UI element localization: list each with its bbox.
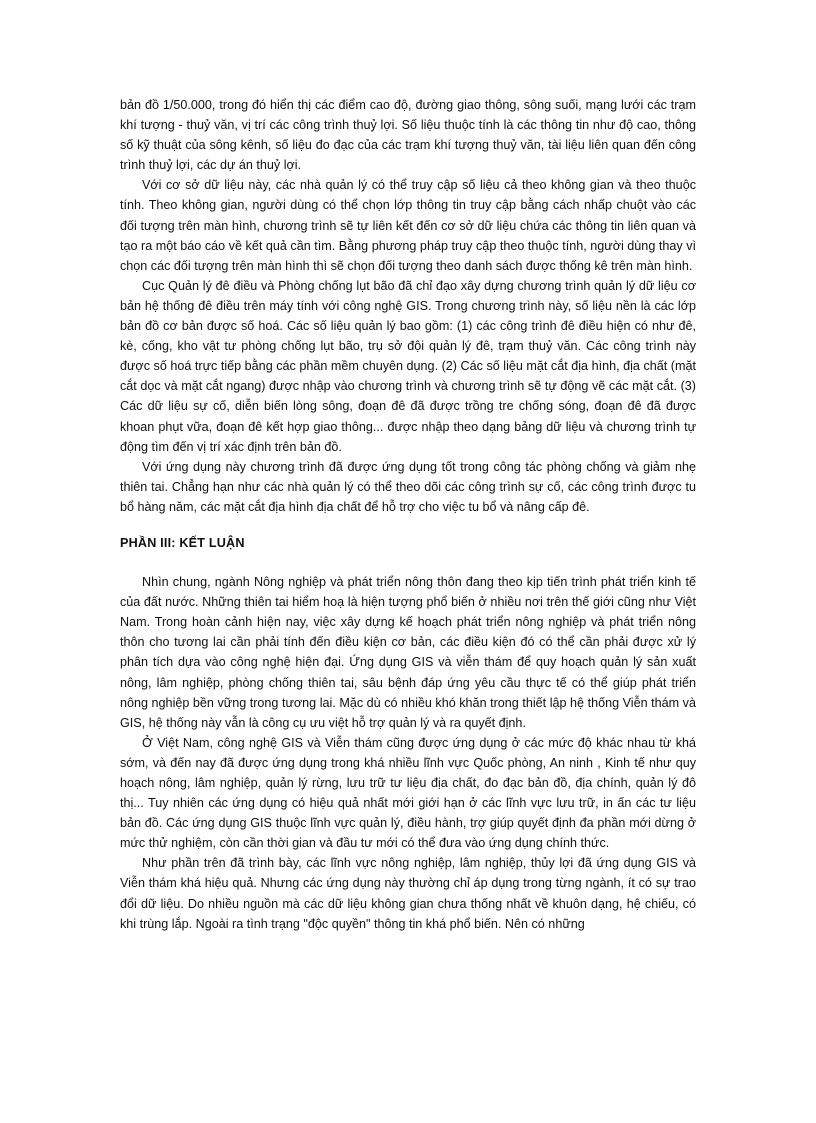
paragraph-database-access: Với cơ sở dữ liệu này, các nhà quản lý có thể truy cập số liệu cả theo không gian và theo thuộc tính. Theo không gian, người dùng có thể chọn lớp thông tin truy cập bằng cách nhấp chuột vào các đối tượng trên màn hình, chương trình sẽ tự liên kết đến cơ sở dữ liệu chứa các thông tin liên quan và tạo ra một báo cáo về kết quả cần tìm. Bằng phương pháp truy cập theo thuộc tính, người dùng thay vì chọn các đối tượng trên màn hình thì sẽ chọn đối tượng theo danh sách được thống kê trên màn hình. [120, 178, 696, 273]
paragraph-disaster-prevention: Với ứng dụng này chương trình đã được ứng dụng tốt trong công tác phòng chống và giảm nhẹ thiên tai. Chẳng hạn như các nhà quản lý có thể theo dõi các công trình sự cố, các công trình được tu bổ hàng năm, các mặt cắt địa hình địa chất để hỗ trợ cho việc tu bổ và nâng cấp đê. [120, 459, 696, 514]
section-spacer [120, 517, 696, 523]
paragraph-gis-irrigation-map: bản đồ 1/50.000, trong đó hiển thị các điểm cao độ, đường giao thông, sông suối, mạng lưới các trạm khí tượng - thuỷ văn, vị trí các công trình thuỷ lợi. Số liệu thuộc tính là các thông tin như độ cao, thông số kỹ thuật của sông kênh, số liệu đo đạc của các trạm khí tượng thuỷ văn, tài liệu liên quan đến công trình thuỷ lợi, các dự án thuỷ lợi. [120, 98, 696, 173]
paragraph-data-sharing: Như phần trên đã trình bày, các lĩnh vực nông nghiệp, lâm nghiệp, thủy lợi đã ứng dụng GIS và Viễn thám khá hiệu quả. Nhưng các ứng dụng này thường chỉ áp dụng trong từng ngành, ít có sự trao đổi dữ liệu. Do nhiều nguồn mà các dữ liệu không gian chưa thống nhất về khuôn dạng, hệ chiếu, có khi trùng lắp. Ngoài ra tình trạng "độc quyền" thông tin khá phổ biến. Nên có những [120, 856, 696, 931]
paragraph-vietnam-gis: Ở Việt Nam, công nghệ GIS và Viễn thám cũng được ứng dụng ở các mức độ khác nhau từ khá sớm, và đến nay đã được ứng dụng trong khá nhiều lĩnh vực Quốc phòng, An ninh , Kinh tế như quy hoạch nông, lâm nghiệp, quản lý rừng, lưu trữ tư liệu địa chất, đo đạc bản đồ, địa chính, quản lý đô thị... Tuy nhiên các ứng dụng có hiệu quả nhất mới giới hạn ở các lĩnh vực lưu trữ, in ấn các tư liệu bản đồ. Các ứng dụng GIS thuộc lĩnh vực quản lý, điều hành, trợ giúp quyết định đa phần mới dừng ở mức thử nghiệm, còn cần thời gian và đầu tư mới có thể đưa vào ứng dụng chính thức. [120, 735, 696, 851]
section-heading-conclusion: PHẦN III: KẾT LUẬN [120, 535, 245, 550]
paragraph-conclusion-overview: Nhìn chung, ngành Nông nghiệp và phát triển nông thôn đang theo kịp tiến trình phát triển kinh tế của đất nước. Những thiên tai hiểm hoạ là hiện tượng phổ biến ở nhiều nơi trên thế giới cũng như Việt Nam. Trong hoàn cảnh hiện nay, việc xây dựng kế hoạch phát triển nông nghiệp và phát triển nông thôn cho tương lai cần phải tính đến điều kiện cơ bản, các điều kiện đó có thể cần phải được xử lý phân tích dựa vào công nghệ hiện đại. Ứng dụng GIS và viễn thám để quy hoạch quản lý sản xuất nông, lâm nghiệp, phòng chống thiên tai, sâu bệnh đáp ứng yêu cầu thực tế có thể giúp phát triển nông nghiệp bền vững trong tương lai. Mặc dù có nhiều khó khăn trong thiết lập hệ thống Viễn thám và GIS, hệ thống này vẫn là công cụ ưu việt hỗ trợ quản lý và ra quyết định. [120, 575, 696, 730]
paragraph-dike-management: Cục Quản lý đê điều và Phòng chống lụt bão đã chỉ đạo xây dựng chương trình quản lý dữ liệu cơ bản hệ thống đê điều trên máy tính với công nghệ GIS. Trong chương trình này, số liệu nền là các lớp bản đồ cơ bản được số hoá. Các số liệu quản lý bao gồm: (1) các công trình đê điều hiện có như đê, kè, cống, kho vật tư phòng chống lụt bão, trụ sở đội quản lý đê, trạm thuỷ văn. Các công trình này được số hoá trực tiếp bằng các phần mềm chuyên dụng. (2) Các số liệu mặt cắt địa hình, địa chất (mặt cắt dọc và mặt cắt ngang) được nhập vào chương trình và chương trình sẽ tự động vẽ các mặt cắt. (3) Các dữ liệu sự cố, diễn biến lòng sông, đoạn đê đã được trồng tre chống sóng, đoạn đê đã được khoan phụt vữa, đoạn đê kết hợp giao thông... được nhập theo dạng bảng dữ liệu và chương trình tự động tìm đến vị trí xác định trên bản đồ. [120, 278, 696, 454]
document-page [120, 95, 696, 934]
